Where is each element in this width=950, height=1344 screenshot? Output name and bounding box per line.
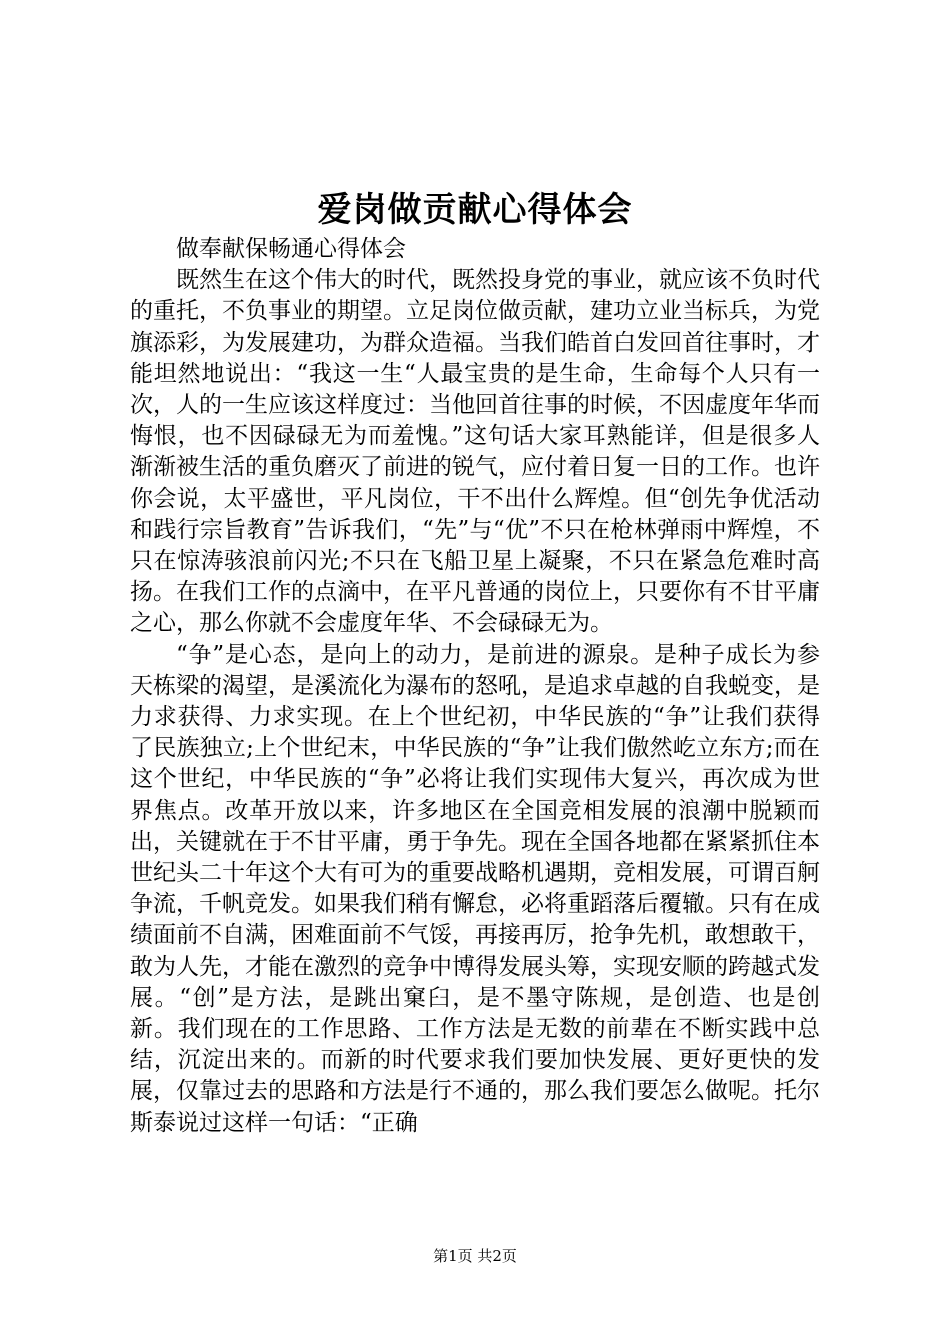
- body-paragraph: 既然生在这个伟大的时代，既然投身党的事业，就应该不负时代的重托，不负事业的期望。立足岗位做贡献，建功立业当标兵，为党旗添彩，为发展建功，为群众造福。当我们皓首白发回首往事时，才能坦然地说出：“我这一生“人最宝贵的是生命，生命每个人只有一次，人的一生应该这样度过：当他回首往事的时候，不因虚度年华而悔恨，也不因碌碌无为而羞愧。”这句话大家耳熟能详，但是很多人渐渐被生活的重负磨灭了前进的锐气，应付着日复一日的工作。也许你会说，太平盛世，平凡岗位，干不出什么辉煌。但“创先争优活动和践行宗旨教育”告诉我们，“先”与“优”不只在枪林弹雨中辉煌，不只在惊涛骇浪前闪光;不只在飞船卫星上凝聚，不只在紧急危难时高扬。在我们工作的点滴中，在平凡普通的岗位上，只要你有不甘平庸之心，那么你就不会虚度年华、不会碌碌无为。: [130, 267, 820, 637]
- document-body: [130, 234, 820, 1139]
- document-title: 爱岗做贡献心得体会: [317, 190, 633, 230]
- page-footer: [0, 1246, 950, 1266]
- subtitle-paragraph: 做奉献保畅通心得体会: [176, 236, 406, 262]
- body-paragraph: “争”是心态，是向上的动力，是前进的源泉。是种子成长为参天栋梁的渴望，是溪流化为瀑布的怒吼，是追求卓越的自我蜕变，是力求获得、力求实现。在上个世纪初，中华民族的“争”让我们获得了民族独立;上个世纪末，中华民族的“争”让我们傲然屹立东方;而在这个世纪，中华民族的“争”必将让我们实现伟大复兴，再次成为世界焦点。改革开放以来，许多地区在全国竞相发展的浪潮中脱颖而出，关键就在于不甘平庸，勇于争先。现在全国各地都在紧紧抓住本世纪头二十年这个大有可为的重要战略机遇期，竞相发展，可谓百舸争流，千帆竞发。如果我们稍有懈怠，必将重蹈落后覆辙。只有在成绩面前不自满，困难面前不气馁，再接再厉，抢争先机，敢想敢干，敢为人先，才能在激烈的竞争中博得发展头筹，实现安顺的跨越式发展。“创”是方法，是跳出窠臼，是不墨守陈规，是创造、也是创新。我们现在的工作思路、工作方法是无数的前辈在不断实践中总结，沉淀出来的。而新的时代要求我们要加快发展、更好更快的发展，仅靠过去的思路和方法是行不通的，那么我们要怎么做呢。托尔斯泰说过这样一句话：“正确: [130, 641, 820, 1136]
- page-number: 第1页 共2页: [433, 1247, 517, 1265]
